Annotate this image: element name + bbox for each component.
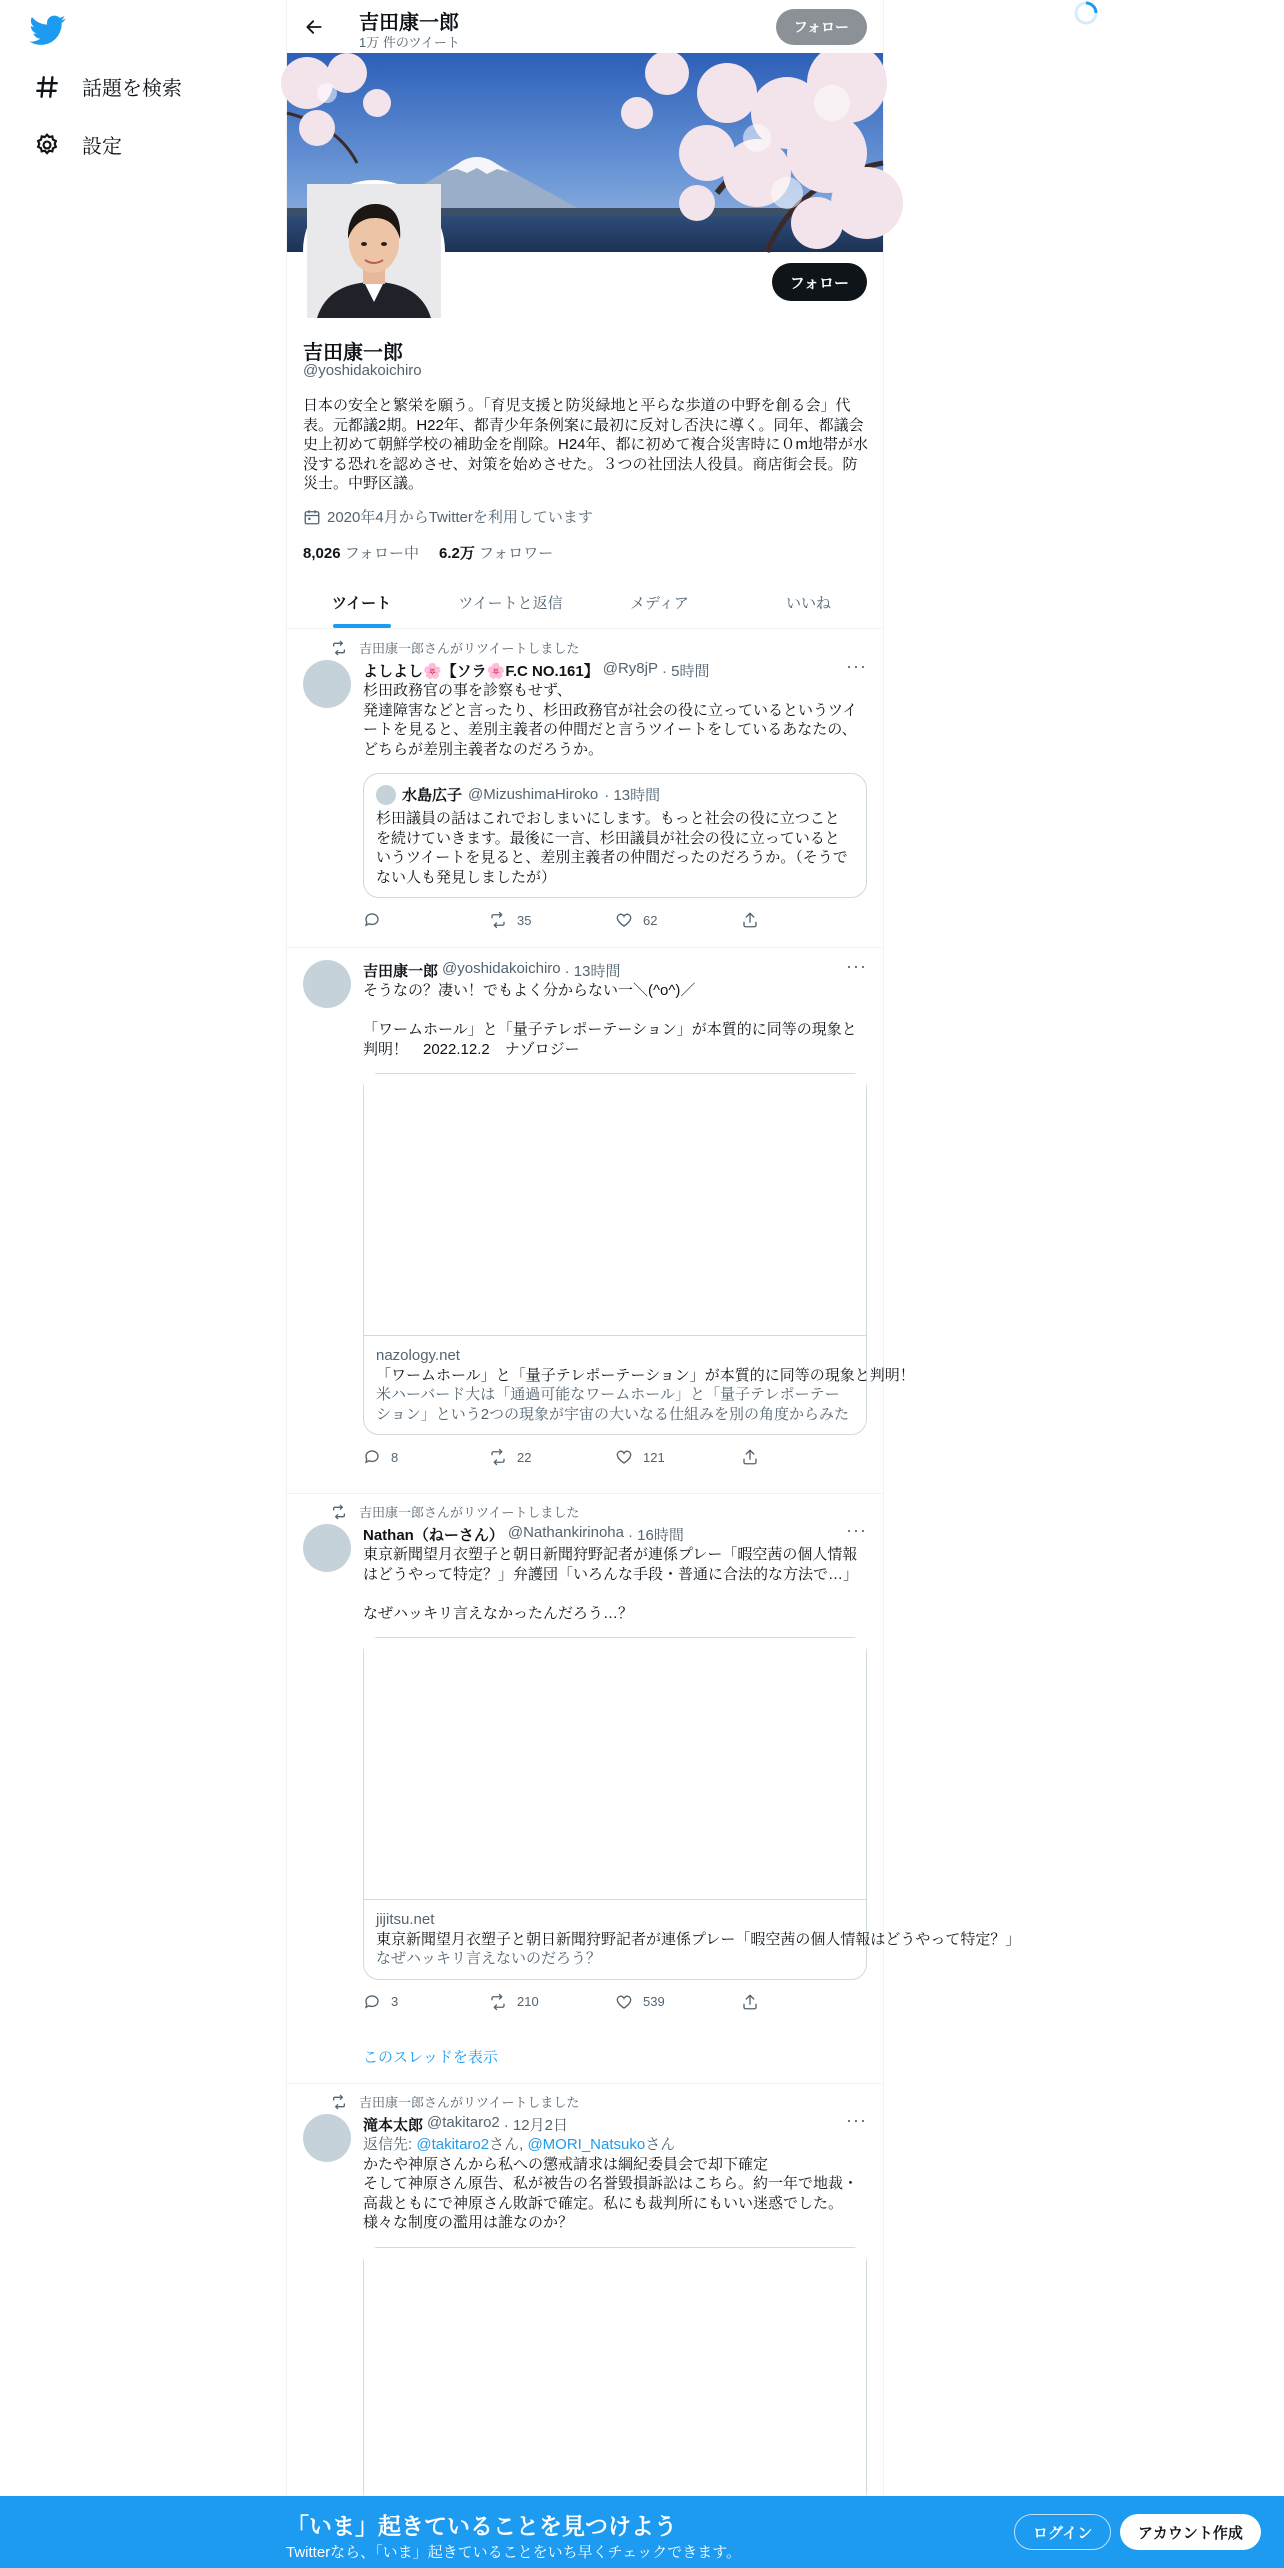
more-options-icon[interactable]: ··· <box>846 2110 867 2130</box>
tweet-text: そうなの？凄い！でもよく分からない一＼(^o^)／ 「ワームホール」と「量子テレポーテーション」が本質的に同等の現象と判明！ 2022.12.2 ナゾロジー <box>363 982 857 1058</box>
tweet-actions <box>363 1992 867 2012</box>
heart-icon <box>615 1448 633 1466</box>
tab-tweets[interactable]: ツイート <box>287 576 436 628</box>
tweet-actions <box>363 1447 867 1467</box>
like-count: 62 <box>643 912 658 928</box>
like-button[interactable] <box>615 1448 741 1466</box>
login-button[interactable]: ログイン <box>1014 2514 1111 2550</box>
back-button[interactable] <box>299 12 329 42</box>
share-icon <box>741 1448 759 1466</box>
show-thread-link[interactable]: このスレッドを表示 <box>363 2049 498 2066</box>
retweet-count: 210 <box>517 1994 539 2009</box>
tweet-author-handle[interactable]: @takitaro2 <box>427 2114 500 2131</box>
reply-context <box>363 2135 867 2155</box>
nav-settings[interactable] <box>34 130 122 159</box>
tweet-author-name[interactable]: 吉田康一郎 <box>363 963 439 980</box>
signup-banner <box>0 2496 1284 2568</box>
more-options-icon[interactable]: ··· <box>846 656 867 676</box>
tweet[interactable] <box>287 630 883 948</box>
tweet[interactable] <box>287 1494 1021 2084</box>
following-link[interactable] <box>303 542 419 563</box>
followers-count: 6.2万 <box>438 545 475 562</box>
quoted-tweet-header <box>376 784 854 805</box>
retweet-icon <box>489 1993 507 2011</box>
tab-likes[interactable]: いいね <box>785 594 831 612</box>
more-options-icon[interactable]: ··· <box>846 1520 867 1540</box>
reply-button[interactable] <box>363 1993 489 2011</box>
tweet-author-avatar[interactable] <box>303 660 351 708</box>
retweet-icon <box>331 640 347 656</box>
signup-button[interactable]: アカウント作成 <box>1120 2514 1261 2550</box>
retweet-context-text: 吉田康一郎さんがリツイートしました <box>359 2095 580 2110</box>
tweet-text: 杉田政務官の事を診察もせず、 発達障害などと言ったり、杉田政務官が社会の役に立っているというツイートを見ると、差別主義者の仲間だと言うツイートをしているあなたの、どちらが差別主義者なのだろうか。 <box>363 682 858 758</box>
profile-name: 吉田康一郎 <box>303 342 403 364</box>
nav-explore[interactable] <box>34 72 182 101</box>
retweet-icon <box>489 911 507 929</box>
reply-button[interactable] <box>363 1448 489 1466</box>
link-card-image <box>364 1638 866 1900</box>
quoted-tweet[interactable] <box>363 773 867 898</box>
retweet-button[interactable] <box>489 1448 615 1466</box>
link-card-description: 米ハーバード大は「通過可能なワームホール」と「量子テレポーテーション」という2つの現象が宇宙の大いなる仕組みを別の角度からみた <box>376 1386 850 1423</box>
followers-link[interactable] <box>439 542 553 563</box>
tweet-author-handle[interactable]: @Ry8jP <box>602 660 658 677</box>
tweet-header <box>363 660 867 681</box>
heart-icon <box>615 1993 633 2011</box>
followers-label: フォロワー <box>479 545 554 562</box>
tweet-author-name[interactable]: Nathan（ねーさん） <box>363 1527 504 1544</box>
tweet-header <box>363 2114 867 2135</box>
like-button[interactable] <box>615 911 741 929</box>
share-button[interactable] <box>741 1993 867 2011</box>
retweet-context <box>331 2092 579 2111</box>
reply-suffix: さん <box>645 2136 676 2153</box>
retweet-context <box>331 1502 579 1521</box>
like-count: 539 <box>643 1994 665 2009</box>
quoted-timestamp: · 13時間 <box>604 787 661 804</box>
gear-icon <box>34 132 60 158</box>
link-card-meta <box>364 1336 915 1434</box>
like-count: 121 <box>643 1449 665 1465</box>
reply-mention-link[interactable]: @MORI_Natsuko <box>527 2136 646 2153</box>
joined-text: 2020年4月からTwitterを利用しています <box>327 509 593 526</box>
profile-bio: 日本の安全と繁栄を願う。「育児支援と防災緑地と平らな歩道の中野を創る会」代表。元都議2期。H22年、都青少年条例案に最初に反対し否決に導く。同年、都議会史上初めて朝鮮学校の補助金を削除。H24年、都に初めて複合災害時に０m地帯が水没する恐れを認めさせ、対策を始めさせた。３つの社団法人役員。商店街会長。防災士。中野区議。 <box>303 397 869 492</box>
link-card-image <box>364 2248 866 2508</box>
reply-mention-link[interactable]: @takitaro2 <box>416 2136 490 2153</box>
tweet-text: 東京新聞望月衣塑子と朝日新聞狩野記者が連係プレー「暇空茜の個人情報はどうやって特定？」弁護団「いろんな手段・普通に合法的な方法で…」 なぜハッキリ言えなかったんだろう…？ <box>363 1546 859 1622</box>
reply-button[interactable] <box>363 911 489 929</box>
link-card-meta <box>364 1900 1021 1979</box>
tweet-timestamp[interactable]: · 5時間 <box>661 663 710 680</box>
following-label: フォロー中 <box>344 545 419 562</box>
tweet-author-avatar[interactable] <box>303 960 351 1008</box>
link-card[interactable] <box>363 1637 1021 1980</box>
link-card-domain: jijitsu.net <box>376 1911 435 1928</box>
tweet-author-handle[interactable]: @yoshidakoichiro <box>442 960 561 977</box>
quoted-author-avatar <box>376 785 396 805</box>
tweet-actions <box>363 910 867 930</box>
retweet-context-text: 吉田康一郎さんがリツイートしました <box>359 641 580 656</box>
profile-tabs <box>287 576 883 629</box>
profile-avatar[interactable] <box>303 180 445 322</box>
link-card-domain: nazology.net <box>376 1347 460 1364</box>
arrow-left-icon <box>304 17 324 37</box>
like-button[interactable] <box>615 1993 741 2011</box>
share-button[interactable] <box>741 1448 867 1466</box>
share-button[interactable] <box>741 911 867 929</box>
tweet-author-handle[interactable]: @Nathankirinoha <box>507 1524 624 1541</box>
signup-banner-subtitle: Twitterなら、「いま」起きていることをいち早くチェックできます。 <box>286 2544 742 2561</box>
quoted-author-name: 水島広子 <box>402 787 463 804</box>
tweet[interactable] <box>287 948 915 1494</box>
reply-count: 3 <box>391 1994 399 2009</box>
link-card[interactable] <box>363 2247 867 2507</box>
retweet-count: 22 <box>517 1449 532 1465</box>
link-card[interactable] <box>363 1073 915 1435</box>
nav-settings-label: 設定 <box>82 136 122 158</box>
retweet-icon <box>331 1504 347 1520</box>
tweet-header <box>363 960 867 981</box>
link-card-title: 「ワームホール」と「量子テレポーテーション」が本質的に同等の現象と判明！ <box>376 1366 915 1384</box>
calendar-icon <box>303 508 321 526</box>
retweet-icon <box>331 2094 347 2110</box>
retweet-context-text: 吉田康一郎さんがリツイートしました <box>359 1505 580 1520</box>
tweet-timestamp[interactable]: · 13時間 <box>564 963 621 980</box>
following-count: 8,026 <box>303 545 341 562</box>
tweet-author-name[interactable]: 滝本太郎 <box>363 2117 424 2134</box>
tab-media[interactable]: メディア <box>630 594 689 612</box>
profile-timeline-column <box>286 0 1021 2568</box>
share-icon <box>741 911 759 929</box>
tweet-timestamp[interactable]: · 16時間 <box>627 1527 684 1544</box>
header-follow-button[interactable]: フォロー <box>776 9 867 45</box>
tab-tweets-and-replies[interactable]: ツイートと返信 <box>458 594 563 612</box>
quoted-author-handle: @MizushimaHiroko <box>468 786 599 803</box>
retweet-button[interactable] <box>489 911 615 929</box>
nav-explore-label: 話題を検索 <box>82 78 182 100</box>
reply-separator: さん, <box>489 2136 528 2153</box>
tweet-text: かたや神原さんから私への懲戒請求は綱紀委員会で却下確定 そして神原さん原告、私が被告の名誉毀損訴訟はこちら。約一年で地裁・高裁ともにで神原さん敗訴で確定。私にも裁判所にもいい迷惑でした。 様々な制度の濫用は誰なのか？ <box>363 2155 859 2231</box>
tweet-author-avatar[interactable] <box>303 2114 351 2162</box>
tweet-header <box>363 1524 867 1545</box>
header-tweet-count: 1万 件のツイート <box>359 35 460 50</box>
left-navigation <box>0 0 286 2568</box>
heart-icon <box>615 911 633 929</box>
tweet-author-name[interactable]: よしよし🌸【ソラ🌸F.C NO.161】 <box>363 663 599 680</box>
profile-joined-date <box>303 506 593 527</box>
share-icon <box>741 1993 759 2011</box>
twitter-logo-icon[interactable] <box>30 12 66 48</box>
reply-count: 8 <box>391 1449 399 1465</box>
retweet-context <box>331 638 579 657</box>
retweet-button[interactable] <box>489 1993 615 2011</box>
reply-icon <box>363 1993 381 2011</box>
retweet-icon <box>489 1448 507 1466</box>
signup-banner-title: 「いま」起きていることを見つけよう <box>286 2513 677 2539</box>
tweet[interactable] <box>287 2084 883 2504</box>
tweet-timestamp[interactable]: · 12月2日 <box>503 2117 568 2134</box>
profile-header-bar <box>287 0 883 53</box>
profile-handle: @yoshidakoichiro <box>303 362 422 379</box>
more-options-icon[interactable]: ··· <box>846 956 867 976</box>
quoted-tweet-text: 杉田議員の話はこれでおしまいにします。もっと社会の役に立つことを続けていきます。最後に一言、杉田議員が社会の役に立っているというツイートを見ると、差別主義者の仲間だったのだろうか。（そうでない人も発見しましたが） <box>376 810 848 886</box>
hashtag-icon <box>34 74 60 100</box>
tweet-author-avatar[interactable] <box>303 1524 351 1572</box>
header-profile-name: 吉田康一郎 <box>359 12 459 34</box>
reply-icon <box>363 911 381 929</box>
reply-icon <box>363 1448 381 1466</box>
retweet-count: 35 <box>517 912 532 928</box>
follow-stats <box>303 542 553 563</box>
loading-spinner-icon <box>1073 0 1099 26</box>
link-card-image <box>364 1074 866 1336</box>
follow-button[interactable]: フォロー <box>772 263 867 301</box>
link-card-title: 東京新聞望月衣塑子と朝日新聞狩野記者が連係プレー「暇空茜の個人情報はどうやって特定？」 <box>376 1930 1021 1948</box>
reply-prefix: 返信先: <box>363 2136 417 2153</box>
link-card-description: なぜハッキリ言えないのだろう？ <box>376 1950 602 1967</box>
